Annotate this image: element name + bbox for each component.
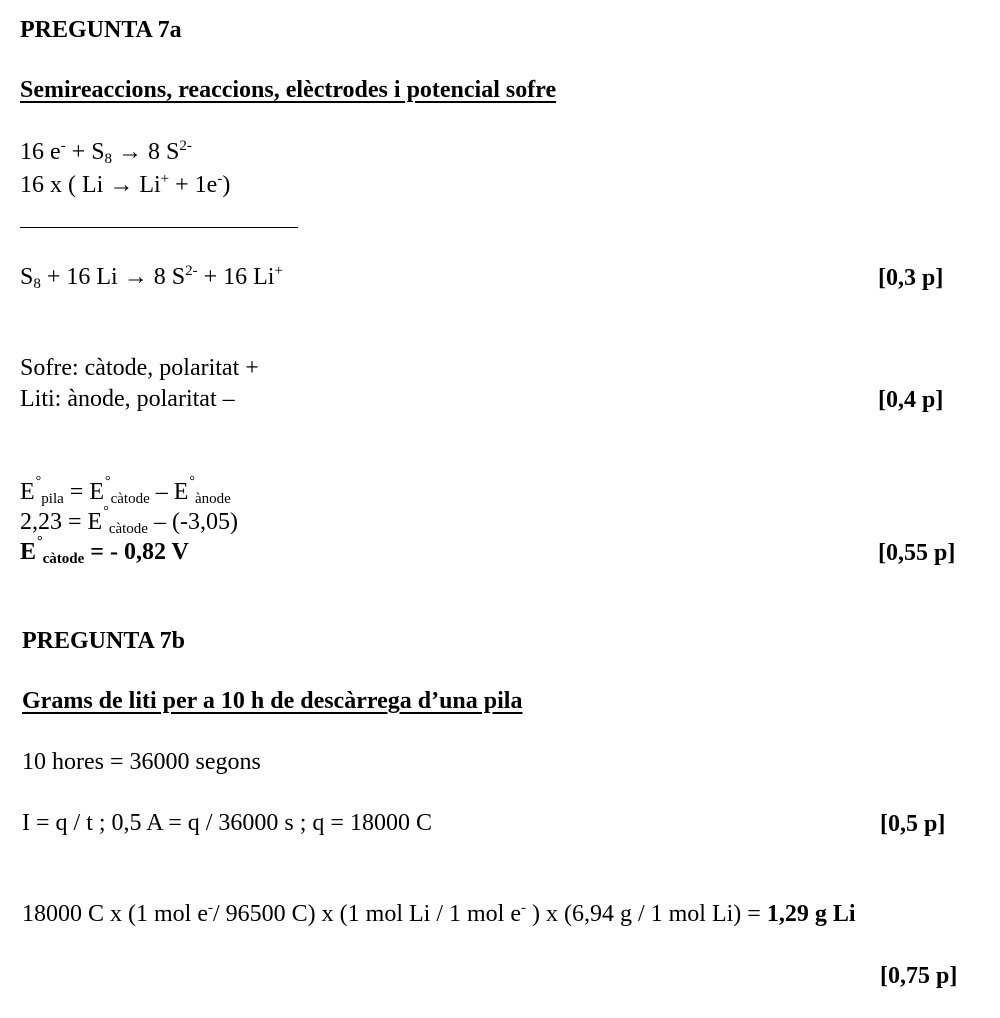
title-7b: PREGUNTA 7b [22,628,185,654]
score-reaction: [0,3 p] [878,265,944,291]
oxidation-half-reaction: 16 x ( Li → Li+ + 1e-) [20,171,231,198]
mass-result: 1,29 g Li [766,901,856,927]
overall-reaction: $S_8 + 16$ Li → 8 $S^{2-} + 16$ Li+ [20,263,283,292]
title-7a: PREGUNTA 7a [20,17,182,43]
reduction-half-reaction: 16 $e^- + S_8 \to 8$ $S^{2-}$ [20,138,192,167]
potential-substitution: $2,23 = E^\circ_{càtode} - (-3,05)$ [20,504,238,537]
score-mass: [0,75 p] [880,963,958,989]
subtitle-7b: Grams de liti per a 10 h de descàrrega d’una pila [22,688,523,714]
charge-calculation: I = q / t ; 0,5 A = q / 36000 s ; q = 18000 C [22,810,432,836]
potential-result: $E^\circ_{càtode}$ = - 0,82 V [20,534,189,567]
time-conversion: 10 hores = 36000 segons [22,749,261,775]
score-potential: [0,55 p] [878,540,956,566]
subtitle-7a: Semireaccions, reaccions, elèctrodes i potencial sofre [20,77,557,103]
sum-line [20,227,298,228]
anode-line: Liti: ànode, polaritat – [20,386,235,412]
score-charge: [0,5 p] [880,811,946,837]
mass-calculation: 18000 C x (1 mol e-/ 96500 C) x (1 mol Li / 1 mol e- ) x (6,94 g / 1 mol Li) = 1,29 g Li [22,900,856,927]
cathode-line: Sofre: càtode, polaritat + [20,355,259,381]
potential-equation: $E^\circ_{pila} = E^\circ_{càtode} - E^\circ_{ànode}$ [20,474,231,507]
score-electrodes: [0,4 p] [878,387,944,413]
